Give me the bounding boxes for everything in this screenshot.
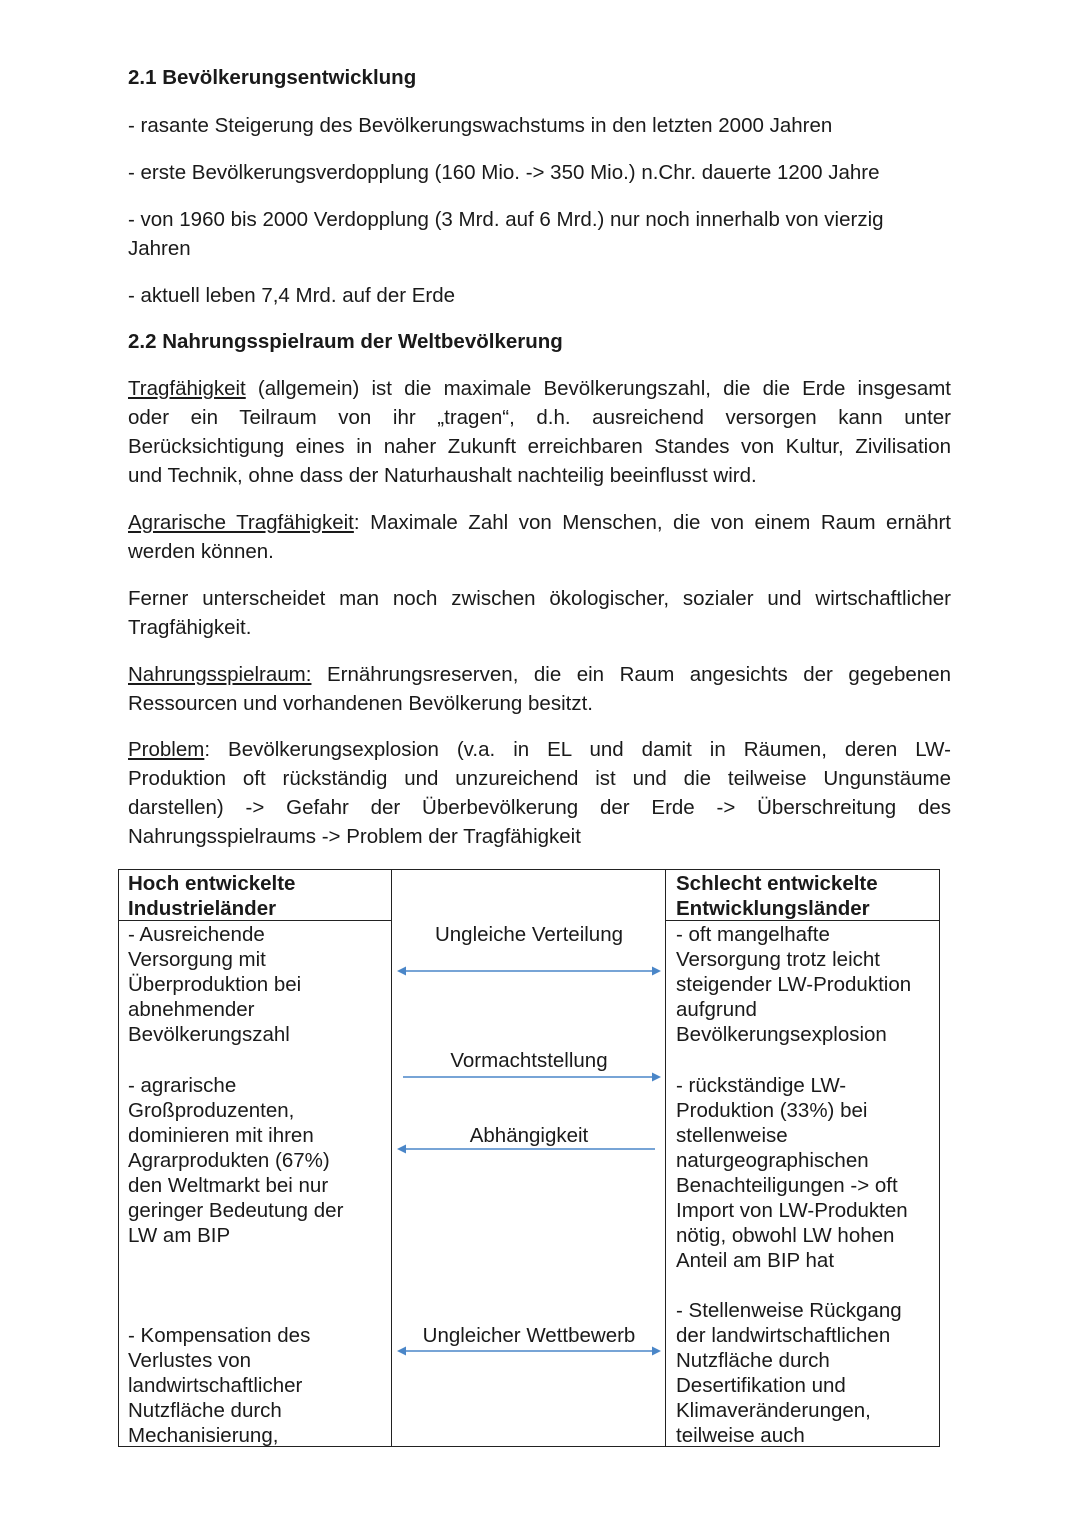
paragraph-nahrungsspielraum: [128, 660, 951, 718]
paragraph-line: werden können.: [128, 540, 274, 563]
paragraph-problem: [128, 735, 951, 851]
bullet-line: - aktuell leben 7,4 Mrd. auf der Erde: [128, 284, 456, 307]
paragraph-line: Tragfähigkeit.: [128, 616, 252, 639]
comparison-table: [118, 869, 940, 1447]
term-tragfaehigkeit: Tragfähigkeit: [128, 377, 246, 400]
paragraph-line: Nahrungsspielraums -> Problem der Tragfähigkeit: [128, 825, 581, 848]
arrow-left-icon: [397, 1142, 661, 1156]
left-cell-grossproduzenten: - agrarische Großproduzenten, dominieren mit ihren Agrarprodukten (67%) den Weltmarkt bei nur geringer Bedeutung der LW am BIP: [128, 1074, 344, 1247]
paragraph-line: [128, 374, 951, 403]
section-title-nahrungsspielraum: 2.2 Nahrungsspielraum der Weltbevölkerung: [128, 330, 563, 353]
header-industrielaender: Hoch entwickelte Industrieländer: [128, 872, 296, 920]
left-cell-versorgung: - Ausreichende Versorgung mit Überproduktion bei abnehmender Bevölkerungszahl: [128, 923, 302, 1046]
paragraph-line: oder ein Teilraum von ihr „tragen“, d.h. ausreichend versorgen kann unter: [128, 406, 951, 429]
header-entwicklungslaender: Schlecht entwickelte Entwicklungsländer: [676, 872, 878, 920]
bullet-line: - von 1960 bis 2000 Verdopplung (3 Mrd. auf 6 Mrd.) nur noch innerhalb von vierzig: [128, 208, 884, 231]
relation-label: Abhängigkeit: [469, 1124, 589, 1147]
paragraph-line: Ferner unterscheidet man noch zwischen ökologischer, sozialer und wirtschaftlicher: [128, 587, 951, 610]
paragraph-line: [128, 508, 951, 537]
text-fragment: : Bevölkerungsexplosion (v.a. in EL und damit in Räumen, deren LW-: [204, 738, 951, 761]
section-title-bevoelkerungsentwicklung: 2.1 Bevölkerungsentwicklung: [128, 66, 417, 89]
term-problem: Problem: [128, 738, 205, 761]
paragraph-line: Berücksichtigung eines in naher Zukunft erreichbaren Standes von Kultur, Zivilisation: [128, 435, 951, 458]
bullet-line: Jahren: [128, 237, 191, 260]
relation-label: Vormachtstellung: [450, 1049, 608, 1072]
arrow-right-icon: [397, 1070, 661, 1084]
double-arrow-icon: [397, 964, 661, 978]
paragraph-agrarische-tragfaehigkeit: [128, 508, 951, 566]
left-cell-kompensation: - Kompensation des Verlustes von landwirtschaftlicher Nutzfläche durch Mechanisierung,: [128, 1324, 311, 1447]
text-fragment: Ernährungsreserven, die ein Raum angesichts der gegebenen: [311, 663, 951, 686]
paragraph-line: darstellen) -> Gefahr der Überbevölkerung der Erde -> Überschreitung des: [128, 796, 951, 819]
table-divider: [665, 870, 666, 1446]
relation-label: Ungleicher Wettbewerb: [422, 1324, 636, 1347]
paragraph-line: [128, 735, 951, 764]
right-cell-rueckstaendig: - rückständige LW- Produktion (33%) bei stellenweise naturgeographischen Benachteiligungen -> oft Import von LW-Produkten nötig, obwohl LW hohen Anteil am BIP hat: [676, 1074, 908, 1272]
paragraph-ferner: [128, 584, 951, 642]
right-cell-versorgung: - oft mangelhafte Versorgung trotz leicht steigender LW-Produktion aufgrund Bevölkerungsexplosion: [676, 923, 912, 1046]
term-agrarische-tragfaehigkeit: Agrarische Tragfähigkeit: [128, 511, 354, 534]
table-divider: [391, 870, 392, 1446]
bullet-line: - rasante Steigerung des Bevölkerungswachstums in den letzten 2000 Jahren: [128, 114, 833, 137]
term-nahrungsspielraum: Nahrungsspielraum:: [128, 663, 312, 686]
paragraph-line: [128, 660, 951, 689]
relation-label: Ungleiche Verteilung: [434, 923, 624, 946]
paragraph-line: Ressourcen und vorhandenen Bevölkerung besitzt.: [128, 692, 593, 715]
text-fragment: : Maximale Zahl von Menschen, die von einem Raum ernährt: [353, 511, 951, 534]
paragraph-line: und Technik, ohne dass der Naturhaushalt nachteilig beeinflusst wird.: [128, 464, 757, 487]
bullet-line: - erste Bevölkerungsverdopplung (160 Mio. -> 350 Mio.) n.Chr. dauerte 1200 Jahre: [128, 161, 880, 184]
right-cell-rueckgang: - Stellenweise Rückgang der landwirtschaftlichen Nutzfläche durch Desertifikation und Klimaveränderungen, teilweise auch: [676, 1299, 902, 1447]
text-fragment: (allgemein) ist die maximale Bevölkerungszahl, die die Erde insgesamt: [245, 377, 951, 400]
double-arrow-icon: [397, 1344, 661, 1358]
paragraph-tragfaehigkeit: [128, 374, 951, 490]
paragraph-line: Produktion oft rückständig und unzureichend ist und die teilweise Ungunstäume: [128, 767, 951, 790]
